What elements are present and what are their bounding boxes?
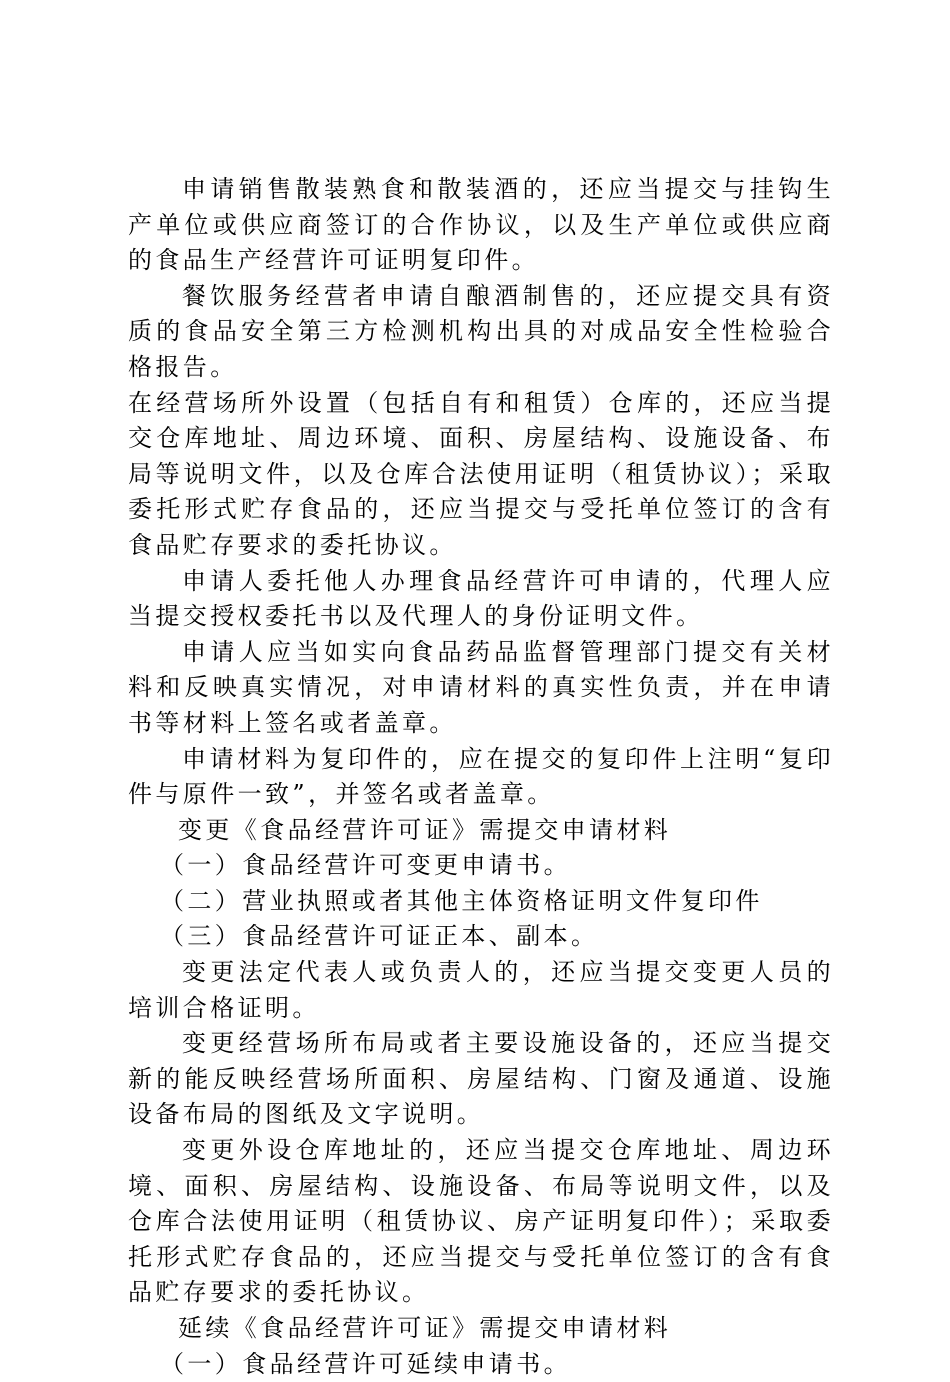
paragraph-change-warehouse: 变更外设仓库地址的，还应当提交仓库地址、周边环境、面积、房屋结构、设施设备、布局等说明文件，以及仓库合法使用证明（租赁协议、房产证明复印件）；采取委托形式贮存食品的，还应当提交与受托单位签订的含有食品贮存要求的委托协议。	[128, 1136, 834, 1307]
list-item-change-1: （一）食品经营许可变更申请书。	[160, 851, 571, 880]
list-item-change-3: （三）食品经营许可证正本、副本。	[160, 922, 599, 951]
paragraph-change-layout: 变更经营场所布局或者主要设施设备的，还应当提交新的能反映经营场所面积、房屋结构、门窗及通道、设施设备布局的图纸及文字说明。	[128, 1029, 834, 1129]
section-heading-change-license: 变更《食品经营许可证》需提交申请材料	[178, 815, 672, 844]
list-item-change-2: （二）营业执照或者其他主体资格证明文件复印件	[160, 886, 763, 915]
section-heading-renew-license: 延续《食品经营许可证》需提交申请材料	[178, 1314, 672, 1342]
paragraph-bulk-food-liquor: 申请销售散装熟食和散装酒的，还应当提交与挂钩生产单位或供应商签订的合作协议，以及生产单位或供应商的食品生产经营许可证明复印件。	[128, 175, 834, 275]
paragraph-truthful-materials: 申请人应当如实向食品药品监督管理部门提交有关材料和反映真实情况，对申请材料的真实性负责，并在申请书等材料上签名或者盖章。	[128, 637, 834, 737]
paragraph-self-brewed-liquor: 餐饮服务经营者申请自酿酒制售的，还应提交具有资质的食品安全第三方检测机构出具的对成品安全性检验合格报告。	[128, 281, 834, 381]
document-page	[128, 172, 834, 1382]
list-item-renew-1: （一）食品经营许可延续申请书。	[160, 1349, 571, 1378]
paragraph-agent-authorization: 申请人委托他人办理食品经营许可申请的，代理人应当提交授权委托书以及代理人的身份证明文件。	[128, 566, 834, 631]
paragraph-copies-certification: 申请材料为复印件的，应在提交的复印件上注明“复印件与原件一致”，并签名或者盖章。	[128, 744, 834, 809]
paragraph-change-legal-rep: 变更法定代表人或负责人的，还应当提交变更人员的培训合格证明。	[128, 958, 834, 1022]
paragraph-offsite-warehouse: 在经营场所外设置（包括自有和租赁）仓库的，还应当提交仓库地址、周边环境、面积、房屋结构、设施设备、布局等说明文件，以及仓库合法使用证明（租赁协议）；采取委托形式贮存食品的，还应当提交与受托单位签订的含有食品贮存要求的委托协议。	[128, 388, 834, 559]
